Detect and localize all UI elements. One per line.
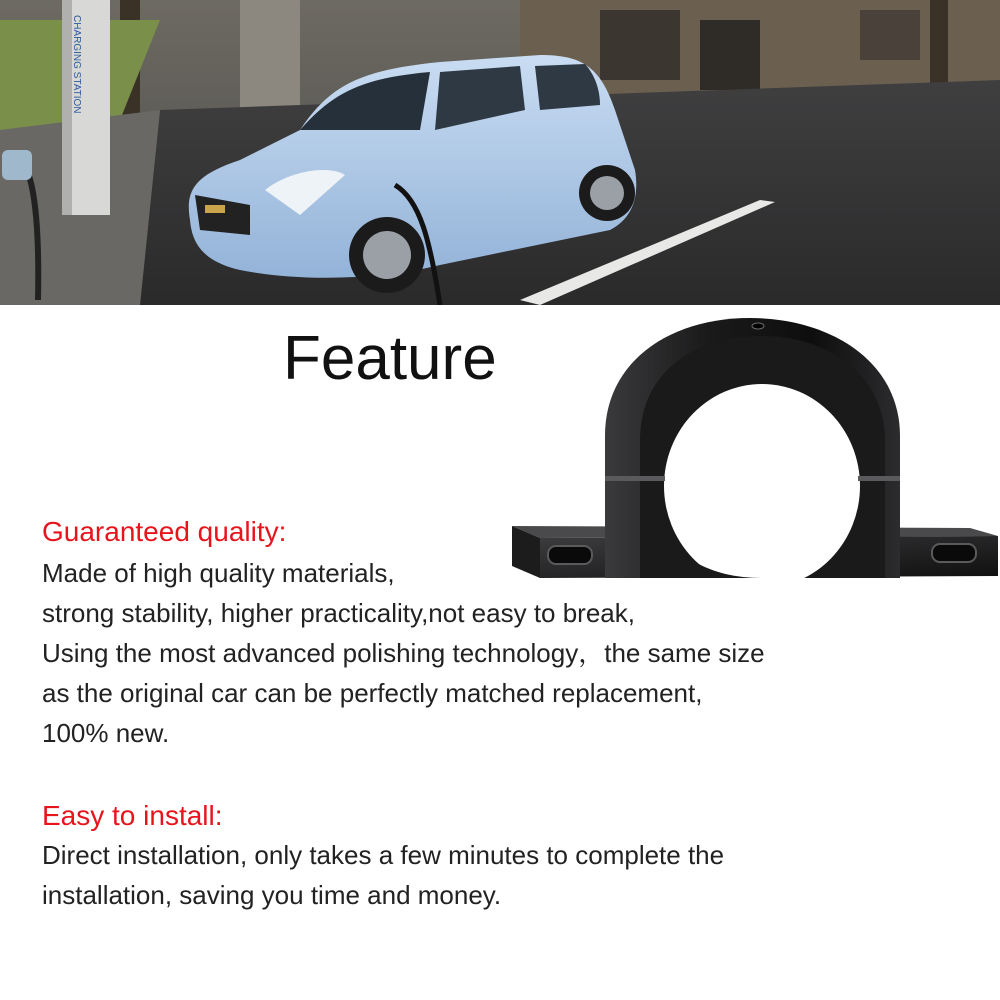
quality-heading: Guaranteed quality: [42,516,287,547]
quality-line: Using the most advanced polishing technology，the same size [42,638,765,668]
install-line: installation, saving you time and money. [42,880,502,910]
page-title: Feature [283,324,497,393]
product-image [500,316,1000,586]
pole-text: CHARGING STATION [71,15,82,114]
quality-line: as the original car can be perfectly matched replacement, [42,678,703,708]
quality-line: Made of high quality materials, [42,558,395,588]
hero-photo [0,0,1000,305]
quality-line: strong stability, higher practicality,not easy to break, [42,598,635,628]
install-heading: Easy to install: [42,800,223,831]
quality-line: 100% new. [42,718,170,748]
install-line: Direct installation, only takes a few minutes to complete the [42,840,725,870]
